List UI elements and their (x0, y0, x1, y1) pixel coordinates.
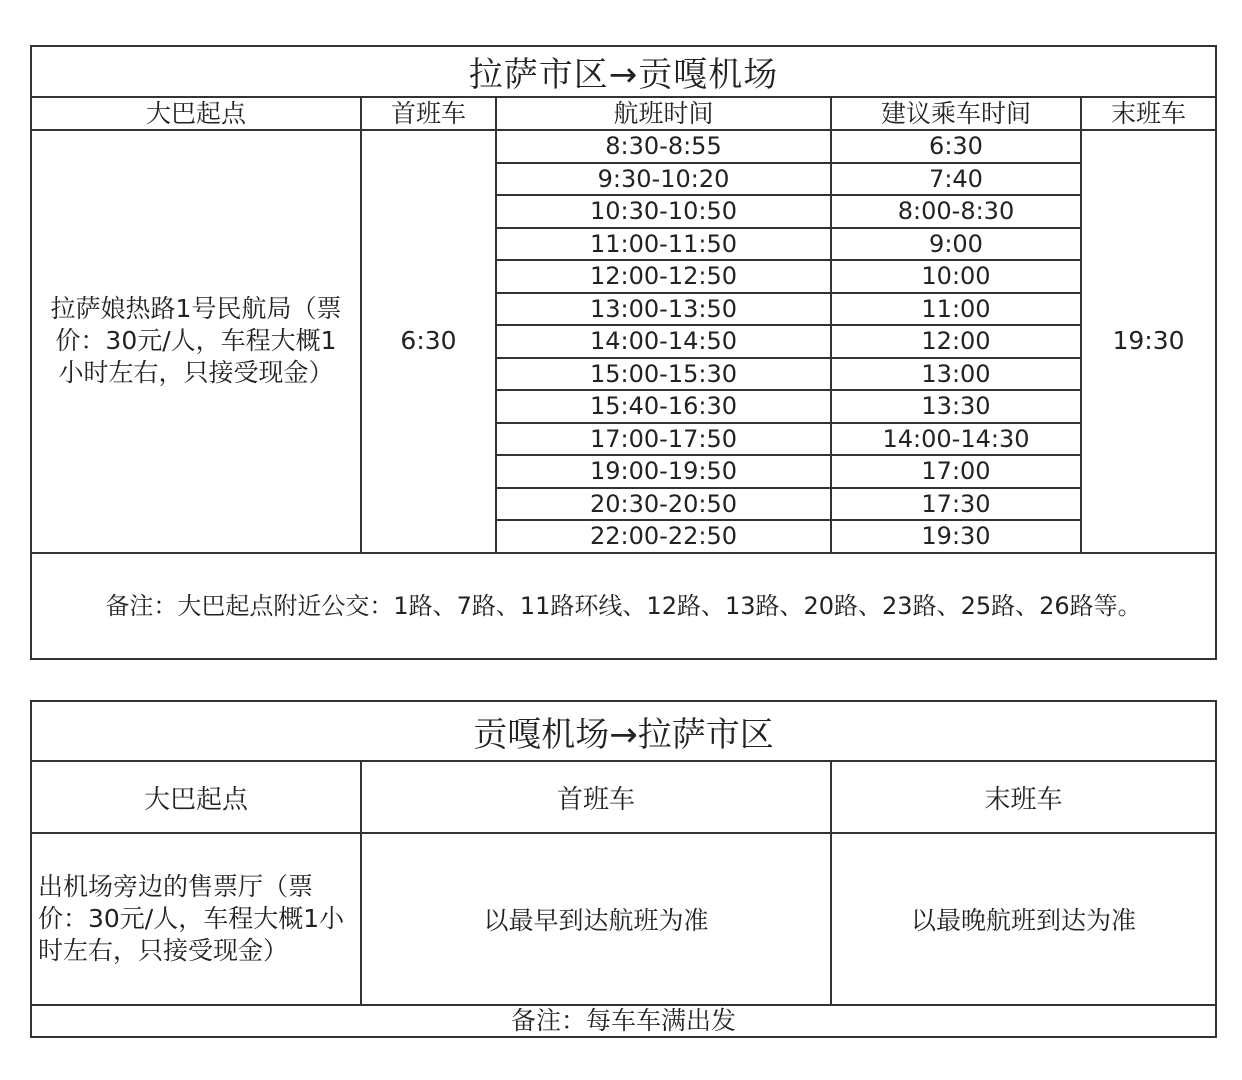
first-bus-cell: 6:30 (361, 130, 496, 553)
boarding-time-cell: 13:00 (831, 358, 1081, 391)
airport-bus-table-airport-to-city (30, 700, 1217, 1038)
boarding-time-cell: 8:00-8:30 (831, 195, 1081, 228)
flight-time-cell: 15:40-16:30 (496, 390, 831, 423)
flight-time-cell: 13:00-13:50 (496, 293, 831, 326)
flight-time-cell: 14:00-14:50 (496, 325, 831, 358)
flight-time-cell: 17:00-17:50 (496, 423, 831, 456)
boarding-time-cell: 17:00 (831, 455, 1081, 488)
boarding-time-cell: 7:40 (831, 163, 1081, 196)
boarding-time-cell: 6:30 (831, 130, 1081, 163)
flight-time-cell: 22:00-22:50 (496, 520, 831, 553)
airport-bus-table-city-to-airport (30, 45, 1217, 660)
first-bus-cell: 以最早到达航班为准 (361, 833, 831, 1005)
boarding-time-cell: 13:30 (831, 390, 1081, 423)
header-start-point: 大巴起点 (31, 97, 361, 130)
start-point-cell: 出机场旁边的售票厅（票价：30元/人，车程大概1小时左右，只接受现金） (31, 833, 361, 1005)
table-title: 拉萨市区→贡嘎机场 (31, 46, 1216, 97)
boarding-time-cell: 9:00 (831, 228, 1081, 261)
flight-time-cell: 11:00-11:50 (496, 228, 831, 261)
start-point-cell (31, 130, 361, 553)
header-suggested-boarding-time: 建议乘车时间 (831, 97, 1081, 130)
boarding-time-cell: 14:00-14:30 (831, 423, 1081, 456)
header-start-point: 大巴起点 (31, 761, 361, 833)
table-title: 贡嘎机场→拉萨市区 (31, 701, 1216, 761)
flight-time-cell: 10:30-10:50 (496, 195, 831, 228)
note-departure: 备注：每车车满出发 (31, 1005, 1216, 1037)
header-flight-time: 航班时间 (496, 97, 831, 130)
flight-time-cell: 20:30-20:50 (496, 488, 831, 521)
boarding-time-cell: 11:00 (831, 293, 1081, 326)
header-last-bus: 末班车 (831, 761, 1216, 833)
boarding-time-cell: 19:30 (831, 520, 1081, 553)
last-bus-cell: 以最晚航班到达为准 (831, 833, 1216, 1005)
flight-time-cell: 19:00-19:50 (496, 455, 831, 488)
boarding-time-cell: 10:00 (831, 260, 1081, 293)
flight-time-cell: 9:30-10:20 (496, 163, 831, 196)
header-first-bus: 首班车 (361, 761, 831, 833)
boarding-time-cell: 12:00 (831, 325, 1081, 358)
start-point-text: 拉萨娘热路1号民航局（票价：30元/人，车程大概1小时左右，只接受现金） (50, 294, 342, 388)
header-first-bus: 首班车 (361, 97, 496, 130)
last-bus-cell: 19:30 (1081, 130, 1216, 553)
header-last-bus: 末班车 (1081, 97, 1216, 130)
flight-time-cell: 12:00-12:50 (496, 260, 831, 293)
flight-time-cell: 8:30-8:55 (496, 130, 831, 163)
flight-time-cell: 15:00-15:30 (496, 358, 831, 391)
boarding-time-cell: 17:30 (831, 488, 1081, 521)
note-bus-routes: 备注：大巴起点附近公交：1路、7路、11路环线、12路、13路、20路、23路、25路、26路等。 (31, 553, 1216, 659)
